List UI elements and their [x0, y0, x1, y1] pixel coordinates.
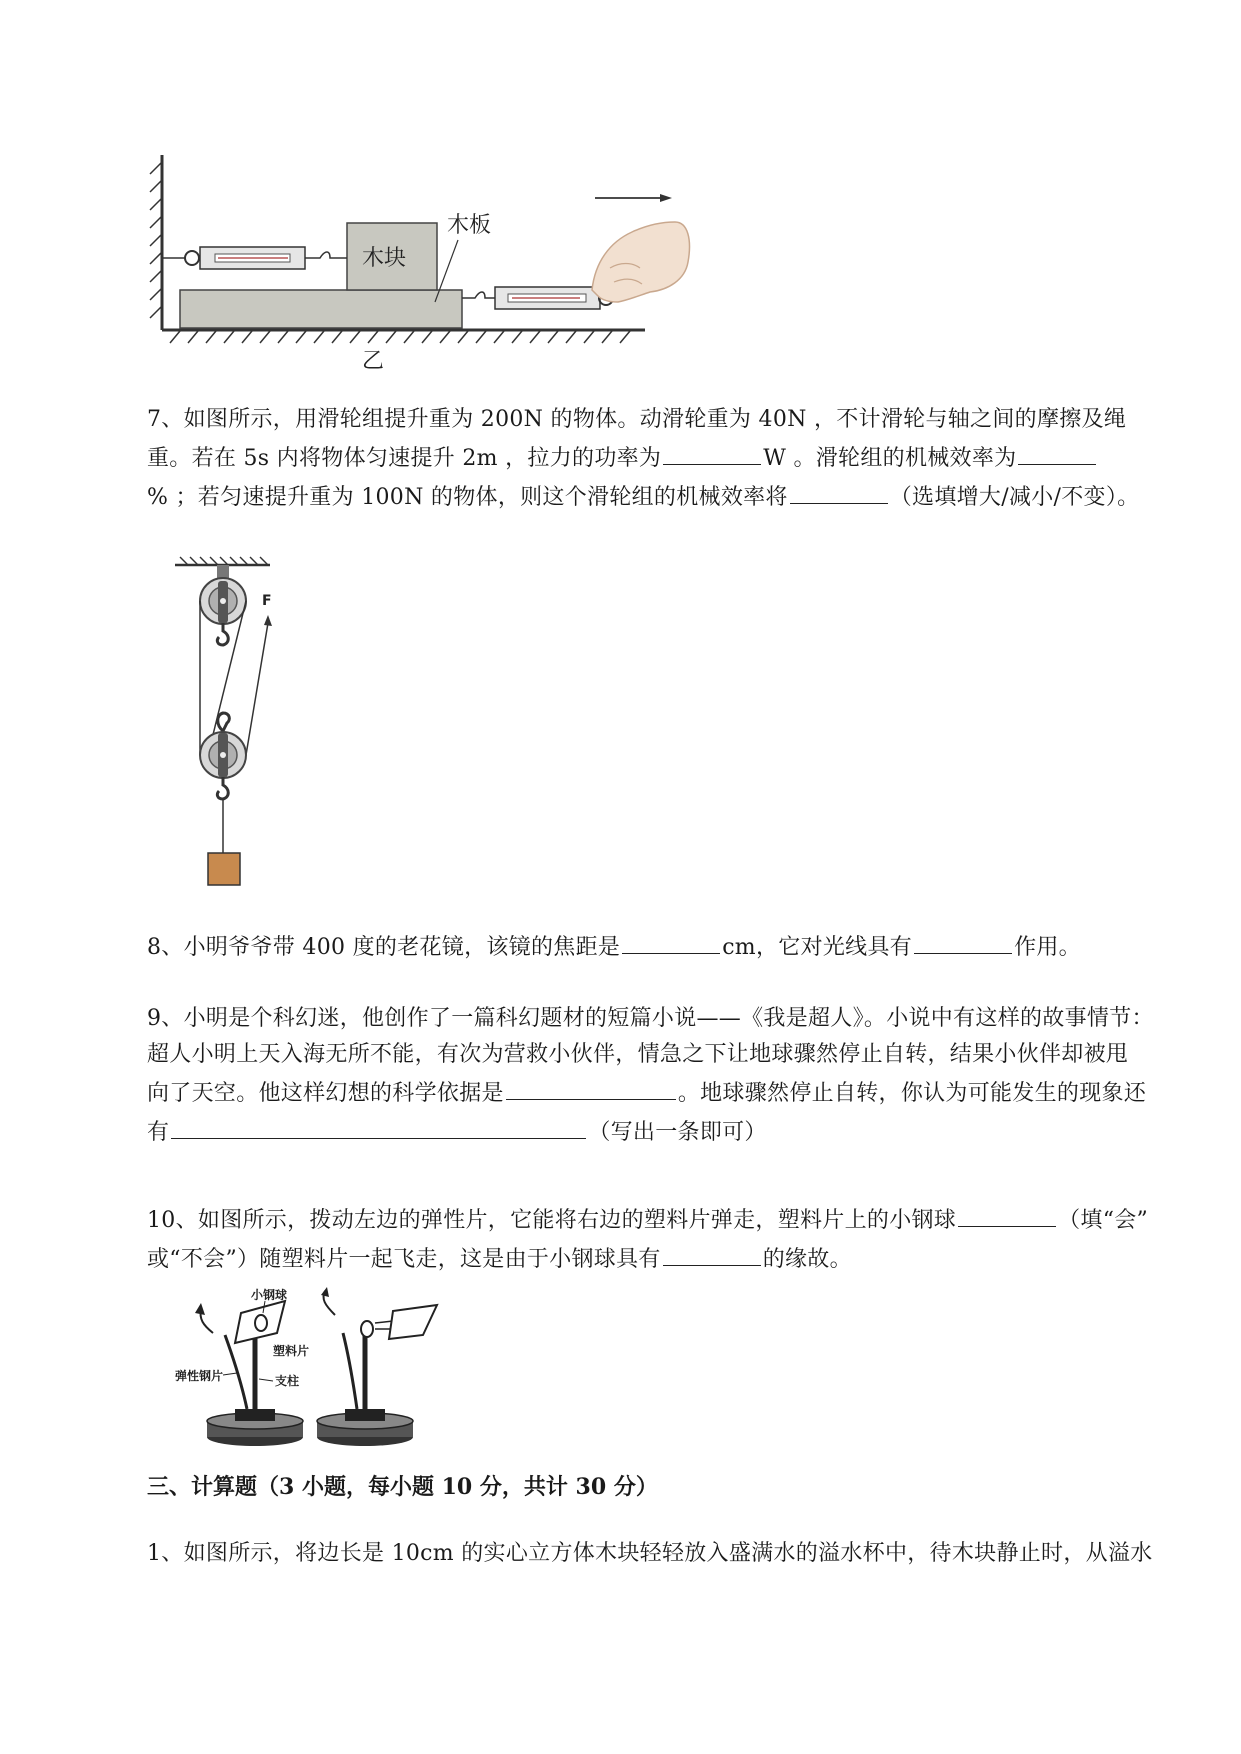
q7-line-2: 重。若在 5s 内将物体匀速提升 2m ，拉力的功率为 W 。滑轮组的机械效率为	[147, 438, 1157, 477]
question-8: 8、小明爷爷带 400 度的老花镜，该镜的焦距是 cm，它对光线具有 作用。	[147, 927, 1157, 966]
focal-length-blank[interactable]	[622, 927, 720, 954]
light-effect-blank[interactable]	[914, 927, 1012, 954]
efficiency-blank[interactable]	[1018, 438, 1096, 465]
scientific-basis-blank[interactable]	[506, 1073, 676, 1100]
power-blank[interactable]	[663, 438, 761, 465]
will-fly-blank[interactable]	[958, 1200, 1056, 1227]
phenomenon-blank[interactable]	[171, 1112, 586, 1139]
post-label: 支柱	[275, 1374, 300, 1388]
plastic-label: 塑料片	[273, 1344, 310, 1358]
q7-line-3: % ；若匀速提升重为 100N 的物体，则这个滑轮组的机械效率将 （选填增大/减小/不变）。	[147, 477, 1157, 516]
load-block	[208, 853, 240, 885]
calc-question-1: 1、如图所示，将边长是 10cm 的实心立方体木块轻轻放入盛满水的溢水杯中，待木块静止时，从溢水	[147, 1541, 1153, 1566]
force-label: F	[262, 593, 272, 609]
pulling-hand	[592, 222, 689, 302]
inertia-blank[interactable]	[663, 1239, 761, 1266]
q7-line-1: 7、如图所示，用滑轮组提升重为 200N 的物体。动滑轮重为 40N ，不计滑轮与轴之间的摩擦及绳	[147, 407, 1127, 432]
question-9: 9、小明是个科幻迷，他创作了一篇科幻题材的短篇小说——《我是超人》。小说中有这样的故事情节： 超人小明上天入海无所不能，有次为营救小伙伴，情急之下让地球骤然停止自转，结果小伙伴却被甩 向了天空。他这样幻想的科学依据是 。地球骤然停止自转，你认为可能发生的现象还 有 （写出一条即可）	[147, 1006, 1154, 1145]
friction-experiment-figure	[140, 150, 740, 380]
pulley-figure	[170, 555, 290, 895]
figure-caption: 乙	[362, 349, 385, 374]
wooden-board	[180, 290, 462, 328]
question-7	[147, 402, 1157, 516]
board-label: 木板	[447, 213, 492, 238]
spring-label: 弹性钢片	[175, 1369, 224, 1383]
wood-block-label: 木块	[362, 246, 407, 271]
question-10: 10、如图所示，拨动左边的弹性片，它能将右边的塑料片弹走，塑料片上的小钢球 （填“会” 或“不会”）随塑料片一起飞走，这是由于小钢球具有 的缘故。	[147, 1200, 1157, 1278]
efficiency-change-blank[interactable]	[790, 477, 888, 504]
section-heading: 三、计算题（3 小题，每小题 10 分，共计 30 分）	[147, 1474, 658, 1500]
steel-ball-figure	[175, 1285, 445, 1455]
ball-label: 小钢球	[251, 1288, 288, 1302]
